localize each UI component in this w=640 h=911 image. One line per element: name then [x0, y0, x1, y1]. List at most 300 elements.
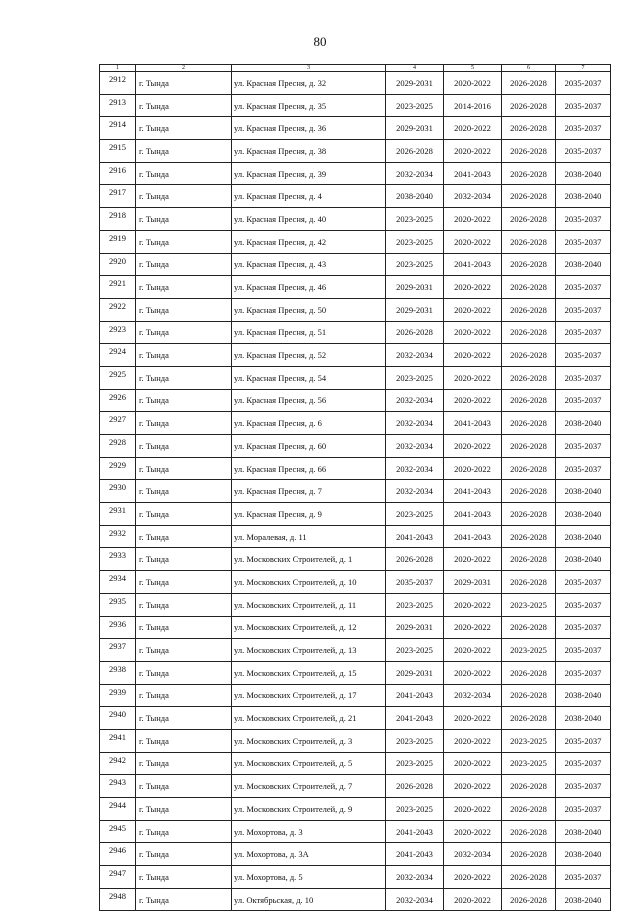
period-col4-cell: 2023-2025	[386, 208, 444, 231]
period-col4-cell: 2029-2031	[386, 72, 444, 95]
address-cell: ул. Московских Строителей, д. 13	[232, 639, 386, 662]
period-col5-cell: 2041-2043	[444, 412, 502, 435]
city-cell: г. Тында	[136, 548, 232, 571]
period-col6-cell: 2026-2028	[502, 684, 556, 707]
row-number: 2947	[100, 866, 136, 889]
row-number: 2937	[100, 639, 136, 662]
period-col4-cell: 2032-2034	[386, 162, 444, 185]
city-cell: г. Тында	[136, 366, 232, 389]
period-col6-cell: 2026-2028	[502, 230, 556, 253]
city-cell: г. Тында	[136, 435, 232, 458]
city-cell: г. Тында	[136, 775, 232, 798]
city-cell: г. Тында	[136, 389, 232, 412]
period-col5-cell: 2020-2022	[444, 752, 502, 775]
period-col6-cell: 2023-2025	[502, 729, 556, 752]
city-cell: г. Тында	[136, 140, 232, 163]
address-cell: ул. Красная Пресня, д. 42	[232, 230, 386, 253]
period-col7-cell: 2035-2037	[556, 729, 611, 752]
period-col4-cell: 2023-2025	[386, 94, 444, 117]
period-col6-cell: 2023-2025	[502, 639, 556, 662]
row-number: 2913	[100, 94, 136, 117]
row-number: 2922	[100, 298, 136, 321]
row-number: 2932	[100, 525, 136, 548]
period-col4-cell: 2023-2025	[386, 503, 444, 526]
city-cell: г. Тында	[136, 185, 232, 208]
period-col7-cell: 2035-2037	[556, 276, 611, 299]
city-cell: г. Тында	[136, 72, 232, 95]
address-cell: ул. Красная Пресня, д. 56	[232, 389, 386, 412]
city-cell: г. Тында	[136, 866, 232, 889]
table-row	[100, 389, 611, 412]
period-col5-cell: 2041-2043	[444, 253, 502, 276]
city-cell: г. Тында	[136, 276, 232, 299]
period-col5-cell: 2020-2022	[444, 230, 502, 253]
table-row	[100, 571, 611, 594]
table-row	[100, 366, 611, 389]
table-row	[100, 888, 611, 911]
period-col6-cell: 2026-2028	[502, 276, 556, 299]
period-col4-cell: 2029-2031	[386, 616, 444, 639]
table-row	[100, 480, 611, 503]
period-col5-cell: 2029-2031	[444, 571, 502, 594]
period-col6-cell: 2026-2028	[502, 140, 556, 163]
period-col7-cell: 2038-2040	[556, 820, 611, 843]
table-row	[100, 72, 611, 95]
period-col4-cell: 2023-2025	[386, 752, 444, 775]
period-col6-cell: 2026-2028	[502, 344, 556, 367]
period-col4-cell: 2023-2025	[386, 639, 444, 662]
period-col7-cell: 2035-2037	[556, 435, 611, 458]
period-col6-cell: 2026-2028	[502, 866, 556, 889]
period-col5-cell: 2032-2034	[444, 843, 502, 866]
address-cell: ул. Московских Строителей, д. 12	[232, 616, 386, 639]
period-col7-cell: 2035-2037	[556, 230, 611, 253]
address-cell: ул. Московских Строителей, д. 1	[232, 548, 386, 571]
period-col4-cell: 2032-2034	[386, 344, 444, 367]
city-cell: г. Тында	[136, 888, 232, 911]
period-col6-cell: 2026-2028	[502, 616, 556, 639]
period-col6-cell: 2026-2028	[502, 185, 556, 208]
period-col6-cell: 2026-2028	[502, 798, 556, 821]
period-col6-cell: 2026-2028	[502, 843, 556, 866]
period-col6-cell: 2026-2028	[502, 208, 556, 231]
address-cell: ул. Красная Пресня, д. 60	[232, 435, 386, 458]
row-number: 2944	[100, 798, 136, 821]
address-cell: ул. Моралевая, д. 11	[232, 525, 386, 548]
period-col5-cell: 2020-2022	[444, 866, 502, 889]
period-col7-cell: 2035-2037	[556, 661, 611, 684]
period-col6-cell: 2026-2028	[502, 298, 556, 321]
period-col6-cell: 2026-2028	[502, 820, 556, 843]
column-header-row	[100, 65, 611, 72]
period-col4-cell: 2023-2025	[386, 230, 444, 253]
column-header: 3	[232, 65, 386, 72]
address-cell: ул. Красная Пресня, д. 38	[232, 140, 386, 163]
period-col5-cell: 2020-2022	[444, 389, 502, 412]
address-cell: ул. Красная Пресня, д. 6	[232, 412, 386, 435]
row-number: 2942	[100, 752, 136, 775]
city-cell: г. Тында	[136, 639, 232, 662]
period-col5-cell: 2041-2043	[444, 503, 502, 526]
city-cell: г. Тында	[136, 321, 232, 344]
table-row	[100, 593, 611, 616]
row-number: 2914	[100, 117, 136, 140]
table-row	[100, 548, 611, 571]
period-col4-cell: 2026-2028	[386, 775, 444, 798]
period-col4-cell: 2023-2025	[386, 798, 444, 821]
period-col4-cell: 2029-2031	[386, 298, 444, 321]
column-header: 1	[100, 65, 136, 72]
city-cell: г. Тында	[136, 208, 232, 231]
city-cell: г. Тында	[136, 684, 232, 707]
period-col7-cell: 2038-2040	[556, 843, 611, 866]
period-col6-cell: 2026-2028	[502, 661, 556, 684]
period-col4-cell: 2026-2028	[386, 321, 444, 344]
period-col5-cell: 2032-2034	[444, 185, 502, 208]
period-col4-cell: 2032-2034	[386, 389, 444, 412]
period-col7-cell: 2035-2037	[556, 94, 611, 117]
period-col4-cell: 2023-2025	[386, 366, 444, 389]
row-number: 2930	[100, 480, 136, 503]
table-row	[100, 253, 611, 276]
city-cell: г. Тында	[136, 412, 232, 435]
period-col6-cell: 2026-2028	[502, 457, 556, 480]
address-cell: ул. Красная Пресня, д. 66	[232, 457, 386, 480]
period-col6-cell: 2026-2028	[502, 525, 556, 548]
city-cell: г. Тында	[136, 457, 232, 480]
table-row	[100, 140, 611, 163]
period-col5-cell: 2020-2022	[444, 616, 502, 639]
row-number: 2929	[100, 457, 136, 480]
city-cell: г. Тында	[136, 593, 232, 616]
period-col6-cell: 2023-2025	[502, 752, 556, 775]
period-col7-cell: 2035-2037	[556, 639, 611, 662]
period-col7-cell: 2035-2037	[556, 72, 611, 95]
address-cell: ул. Московских Строителей, д. 21	[232, 707, 386, 730]
table-body	[100, 72, 611, 911]
table-row	[100, 344, 611, 367]
period-col5-cell: 2020-2022	[444, 208, 502, 231]
city-cell: г. Тында	[136, 298, 232, 321]
table-row	[100, 752, 611, 775]
period-col4-cell: 2041-2043	[386, 843, 444, 866]
period-col7-cell: 2035-2037	[556, 366, 611, 389]
table-row	[100, 775, 611, 798]
period-col7-cell: 2035-2037	[556, 866, 611, 889]
city-cell: г. Тында	[136, 162, 232, 185]
period-col5-cell: 2020-2022	[444, 639, 502, 662]
table-row	[100, 117, 611, 140]
period-col7-cell: 2035-2037	[556, 140, 611, 163]
period-col4-cell: 2023-2025	[386, 593, 444, 616]
address-cell: ул. Московских Строителей, д. 17	[232, 684, 386, 707]
period-col4-cell: 2041-2043	[386, 684, 444, 707]
table-row	[100, 298, 611, 321]
period-col5-cell: 2014-2016	[444, 94, 502, 117]
address-cell: ул. Московских Строителей, д. 15	[232, 661, 386, 684]
row-number: 2915	[100, 140, 136, 163]
period-col4-cell: 2035-2037	[386, 571, 444, 594]
period-col7-cell: 2038-2040	[556, 707, 611, 730]
period-col5-cell: 2020-2022	[444, 661, 502, 684]
period-col4-cell: 2041-2043	[386, 707, 444, 730]
period-col5-cell: 2041-2043	[444, 525, 502, 548]
row-number: 2928	[100, 435, 136, 458]
period-col6-cell: 2026-2028	[502, 435, 556, 458]
period-col4-cell: 2032-2034	[386, 888, 444, 911]
address-cell: ул. Красная Пресня, д. 40	[232, 208, 386, 231]
period-col5-cell: 2020-2022	[444, 117, 502, 140]
address-cell: ул. Красная Пресня, д. 9	[232, 503, 386, 526]
period-col6-cell: 2026-2028	[502, 162, 556, 185]
column-header: 4	[386, 65, 444, 72]
city-cell: г. Тында	[136, 798, 232, 821]
period-col4-cell: 2029-2031	[386, 117, 444, 140]
period-col6-cell: 2026-2028	[502, 571, 556, 594]
row-number: 2941	[100, 729, 136, 752]
table-row	[100, 843, 611, 866]
address-cell: ул. Красная Пресня, д. 32	[232, 72, 386, 95]
row-number: 2931	[100, 503, 136, 526]
period-col7-cell: 2038-2040	[556, 548, 611, 571]
city-cell: г. Тында	[136, 230, 232, 253]
period-col5-cell: 2020-2022	[444, 888, 502, 911]
period-col4-cell: 2023-2025	[386, 253, 444, 276]
period-col7-cell: 2038-2040	[556, 888, 611, 911]
city-cell: г. Тында	[136, 661, 232, 684]
period-col6-cell: 2026-2028	[502, 366, 556, 389]
period-col7-cell: 2035-2037	[556, 616, 611, 639]
city-cell: г. Тында	[136, 843, 232, 866]
period-col5-cell: 2020-2022	[444, 593, 502, 616]
address-cell: ул. Красная Пресня, д. 54	[232, 366, 386, 389]
period-col7-cell: 2035-2037	[556, 389, 611, 412]
address-cell: ул. Московских Строителей, д. 9	[232, 798, 386, 821]
table-row	[100, 321, 611, 344]
period-col4-cell: 2032-2034	[386, 480, 444, 503]
row-number: 2936	[100, 616, 136, 639]
period-col6-cell: 2026-2028	[502, 117, 556, 140]
address-cell: ул. Московских Строителей, д. 10	[232, 571, 386, 594]
address-cell: ул. Московских Строителей, д. 5	[232, 752, 386, 775]
period-col6-cell: 2026-2028	[502, 72, 556, 95]
period-col4-cell: 2032-2034	[386, 412, 444, 435]
period-col7-cell: 2038-2040	[556, 412, 611, 435]
table-row	[100, 820, 611, 843]
row-number: 2939	[100, 684, 136, 707]
period-col6-cell: 2023-2025	[502, 593, 556, 616]
table-row	[100, 276, 611, 299]
period-col7-cell: 2035-2037	[556, 775, 611, 798]
row-number: 2943	[100, 775, 136, 798]
period-col6-cell: 2026-2028	[502, 707, 556, 730]
period-col6-cell: 2026-2028	[502, 775, 556, 798]
row-number: 2924	[100, 344, 136, 367]
address-cell: ул. Мохортова, д. 3	[232, 820, 386, 843]
row-number: 2935	[100, 593, 136, 616]
period-col6-cell: 2026-2028	[502, 548, 556, 571]
period-col7-cell: 2035-2037	[556, 298, 611, 321]
period-col5-cell: 2020-2022	[444, 707, 502, 730]
row-number: 2946	[100, 843, 136, 866]
row-number: 2934	[100, 571, 136, 594]
table-row	[100, 503, 611, 526]
row-number: 2921	[100, 276, 136, 299]
row-number: 2920	[100, 253, 136, 276]
period-col5-cell: 2041-2043	[444, 480, 502, 503]
period-col5-cell: 2020-2022	[444, 276, 502, 299]
row-number: 2940	[100, 707, 136, 730]
address-cell: ул. Мохортова, д. 5	[232, 866, 386, 889]
period-col5-cell: 2020-2022	[444, 366, 502, 389]
period-col7-cell: 2038-2040	[556, 185, 611, 208]
row-number: 2938	[100, 661, 136, 684]
period-col6-cell: 2026-2028	[502, 389, 556, 412]
table-row	[100, 435, 611, 458]
address-cell: ул. Красная Пресня, д. 51	[232, 321, 386, 344]
city-cell: г. Тында	[136, 571, 232, 594]
row-number: 2912	[100, 72, 136, 95]
address-cell: ул. Красная Пресня, д. 7	[232, 480, 386, 503]
period-col5-cell: 2020-2022	[444, 435, 502, 458]
period-col4-cell: 2023-2025	[386, 729, 444, 752]
city-cell: г. Тында	[136, 503, 232, 526]
period-col7-cell: 2035-2037	[556, 117, 611, 140]
city-cell: г. Тында	[136, 117, 232, 140]
address-cell: ул. Московских Строителей, д. 11	[232, 593, 386, 616]
address-cell: ул. Мохортова, д. 3А	[232, 843, 386, 866]
period-col5-cell: 2020-2022	[444, 798, 502, 821]
period-col6-cell: 2026-2028	[502, 321, 556, 344]
address-cell: ул. Красная Пресня, д. 36	[232, 117, 386, 140]
period-col7-cell: 2038-2040	[556, 684, 611, 707]
table-row	[100, 684, 611, 707]
city-cell: г. Тында	[136, 344, 232, 367]
column-header: 6	[502, 65, 556, 72]
table-row	[100, 412, 611, 435]
row-number: 2918	[100, 208, 136, 231]
city-cell: г. Тында	[136, 94, 232, 117]
period-col4-cell: 2041-2043	[386, 820, 444, 843]
city-cell: г. Тында	[136, 752, 232, 775]
table-row	[100, 208, 611, 231]
row-number: 2919	[100, 230, 136, 253]
city-cell: г. Тында	[136, 480, 232, 503]
period-col4-cell: 2029-2031	[386, 661, 444, 684]
period-col5-cell: 2020-2022	[444, 729, 502, 752]
table-row	[100, 639, 611, 662]
period-col5-cell: 2032-2034	[444, 684, 502, 707]
period-col6-cell: 2026-2028	[502, 888, 556, 911]
row-number: 2923	[100, 321, 136, 344]
column-header: 2	[136, 65, 232, 72]
period-col7-cell: 2038-2040	[556, 525, 611, 548]
city-cell: г. Тында	[136, 253, 232, 276]
period-col5-cell: 2020-2022	[444, 775, 502, 798]
city-cell: г. Тында	[136, 729, 232, 752]
address-cell: ул. Красная Пресня, д. 35	[232, 94, 386, 117]
period-col4-cell: 2026-2028	[386, 140, 444, 163]
row-number: 2945	[100, 820, 136, 843]
period-col5-cell: 2020-2022	[444, 344, 502, 367]
period-col6-cell: 2026-2028	[502, 503, 556, 526]
period-col7-cell: 2038-2040	[556, 480, 611, 503]
table-row	[100, 457, 611, 480]
period-col4-cell: 2032-2034	[386, 457, 444, 480]
period-col4-cell: 2029-2031	[386, 276, 444, 299]
table-row	[100, 866, 611, 889]
address-cell: ул. Красная Пресня, д. 39	[232, 162, 386, 185]
city-cell: г. Тында	[136, 525, 232, 548]
table-row	[100, 707, 611, 730]
period-col7-cell: 2035-2037	[556, 344, 611, 367]
row-number: 2933	[100, 548, 136, 571]
table-row	[100, 616, 611, 639]
address-cell: ул. Красная Пресня, д. 50	[232, 298, 386, 321]
period-col7-cell: 2035-2037	[556, 593, 611, 616]
city-cell: г. Тында	[136, 707, 232, 730]
column-header: 7	[556, 65, 611, 72]
period-col4-cell: 2026-2028	[386, 548, 444, 571]
table-row	[100, 230, 611, 253]
period-col5-cell: 2020-2022	[444, 457, 502, 480]
housing-schedule-table	[99, 64, 611, 911]
period-col4-cell: 2041-2043	[386, 525, 444, 548]
row-number: 2948	[100, 888, 136, 911]
city-cell: г. Тында	[136, 820, 232, 843]
row-number: 2917	[100, 185, 136, 208]
period-col7-cell: 2035-2037	[556, 752, 611, 775]
address-cell: ул. Красная Пресня, д. 52	[232, 344, 386, 367]
period-col7-cell: 2038-2040	[556, 162, 611, 185]
address-cell: ул. Красная Пресня, д. 43	[232, 253, 386, 276]
period-col7-cell: 2035-2037	[556, 571, 611, 594]
address-cell: ул. Октябрьская, д. 10	[232, 888, 386, 911]
address-cell: ул. Красная Пресня, д. 46	[232, 276, 386, 299]
row-number: 2926	[100, 389, 136, 412]
table-row	[100, 162, 611, 185]
table-row	[100, 729, 611, 752]
period-col5-cell: 2020-2022	[444, 298, 502, 321]
row-number: 2925	[100, 366, 136, 389]
period-col7-cell: 2035-2037	[556, 798, 611, 821]
row-number: 2927	[100, 412, 136, 435]
period-col5-cell: 2020-2022	[444, 321, 502, 344]
address-cell: ул. Московских Строителей, д. 3	[232, 729, 386, 752]
column-header: 5	[444, 65, 502, 72]
city-cell: г. Тында	[136, 616, 232, 639]
period-col7-cell: 2038-2040	[556, 253, 611, 276]
period-col5-cell: 2020-2022	[444, 140, 502, 163]
period-col6-cell: 2026-2028	[502, 253, 556, 276]
period-col6-cell: 2026-2028	[502, 412, 556, 435]
period-col7-cell: 2038-2040	[556, 503, 611, 526]
period-col4-cell: 2032-2034	[386, 866, 444, 889]
address-cell: ул. Красная Пресня, д. 4	[232, 185, 386, 208]
period-col7-cell: 2035-2037	[556, 321, 611, 344]
period-col5-cell: 2020-2022	[444, 72, 502, 95]
address-cell: ул. Московских Строителей, д. 7	[232, 775, 386, 798]
table-row	[100, 185, 611, 208]
period-col6-cell: 2026-2028	[502, 480, 556, 503]
period-col4-cell: 2038-2040	[386, 185, 444, 208]
period-col4-cell: 2032-2034	[386, 435, 444, 458]
table-row	[100, 94, 611, 117]
period-col5-cell: 2020-2022	[444, 548, 502, 571]
period-col7-cell: 2035-2037	[556, 457, 611, 480]
period-col6-cell: 2026-2028	[502, 94, 556, 117]
period-col7-cell: 2035-2037	[556, 208, 611, 231]
